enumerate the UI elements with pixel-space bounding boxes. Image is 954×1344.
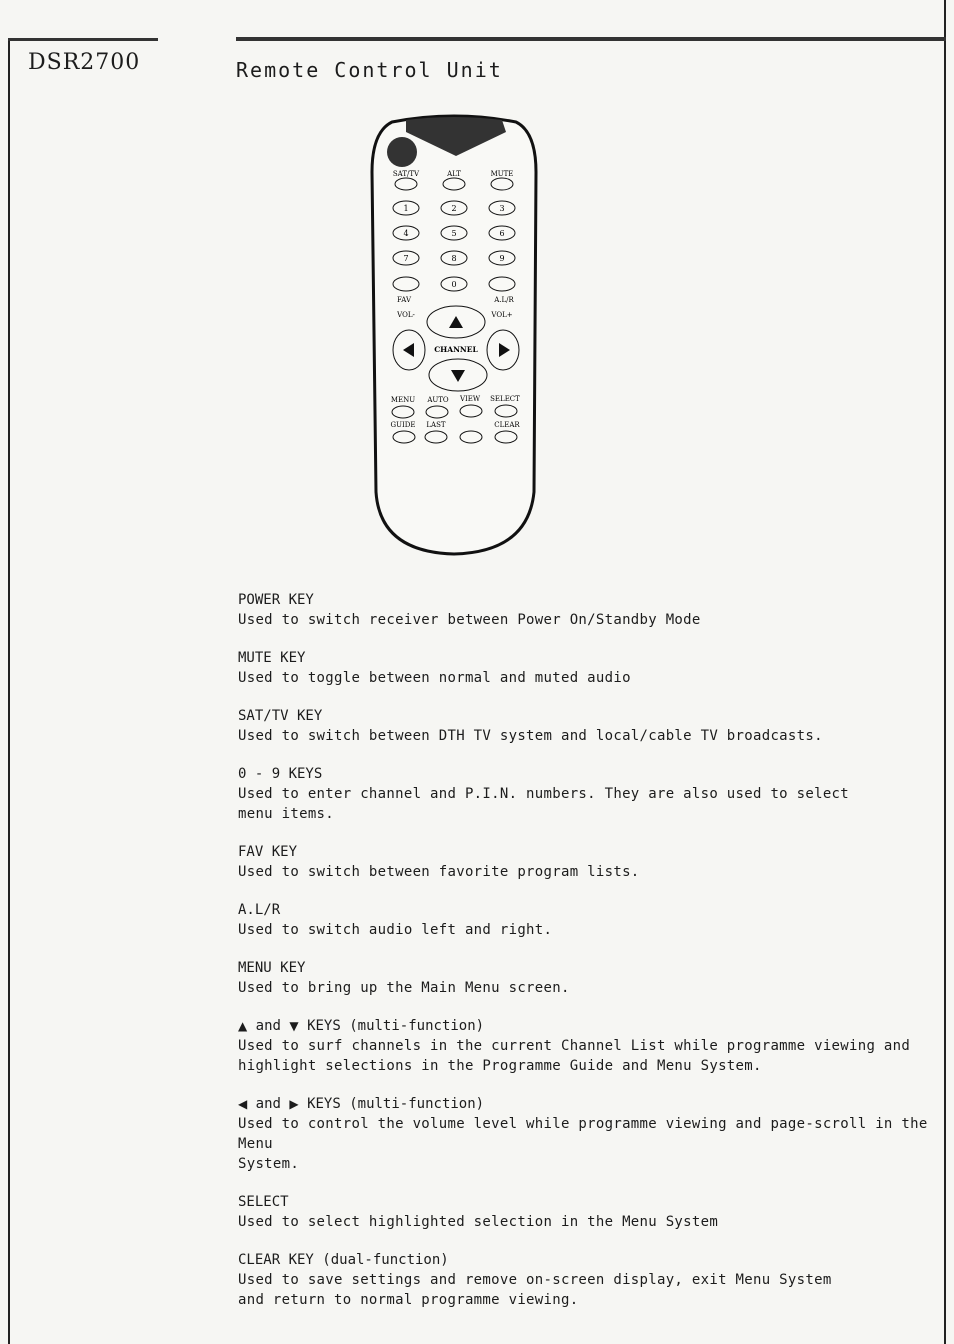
section-text: Used to switch between favorite program lists. — [238, 864, 640, 880]
clear-label: CLEAR — [494, 421, 520, 429]
digit-label: 3 — [499, 204, 505, 213]
digit-label: 6 — [499, 229, 505, 238]
section-title-suffix: KEYS (multi-function) — [307, 1018, 485, 1034]
digit-label: 1 — [403, 204, 409, 213]
view-label: VIEW — [459, 395, 481, 403]
vol-plus-label: VOL+ — [491, 311, 513, 319]
left-arrow-icon: ◀ — [238, 1097, 248, 1111]
auto-label: AUTO — [427, 396, 449, 404]
vol-minus-label: VOL- — [397, 311, 415, 319]
section-text: Used to switch receiver between Power On/Standby Mode — [238, 612, 701, 628]
section-title: and — [255, 1096, 281, 1112]
select-key-section — [238, 1192, 938, 1232]
mute-key-section — [238, 648, 938, 688]
header-rule-right — [236, 37, 946, 41]
fav-key-section — [238, 842, 938, 882]
model-number: DSR2700 — [28, 50, 141, 75]
digit-label: 7 — [403, 254, 409, 263]
frame-right-border — [944, 0, 946, 1344]
section-title: A.L/R — [238, 902, 281, 918]
menu-key-section — [238, 958, 938, 998]
section-title: FAV KEY — [238, 844, 298, 860]
section-text: Used to save settings and remove on-screen display, exit Menu System — [238, 1272, 832, 1288]
section-title: POWER KEY — [238, 592, 314, 608]
header-rule-left — [8, 38, 158, 41]
alr-label: A.L/R — [494, 296, 514, 304]
digit-label: 2 — [451, 204, 457, 213]
sat-tv-key-section — [238, 706, 938, 746]
section-title: 0 - 9 KEYS — [238, 766, 323, 782]
section-text: Used to control the volume level while programme viewing and page-scroll in the Menu — [238, 1116, 928, 1152]
section-title: and — [255, 1018, 281, 1034]
clear-key-section — [238, 1250, 938, 1310]
guide-label: GUIDE — [390, 421, 416, 429]
digit-label: 4 — [403, 229, 409, 238]
digit-label: 5 — [451, 229, 457, 238]
menu-label: MENU — [390, 396, 416, 404]
section-title: MUTE KEY — [238, 650, 306, 666]
section-title-row — [238, 1016, 938, 1036]
section-text: Used to select highlighted selection in the Menu System — [238, 1214, 719, 1230]
section-title: CLEAR KEY (dual-function) — [238, 1252, 449, 1268]
section-text: Used to toggle between normal and muted audio — [238, 670, 631, 686]
digit-label: 9 — [499, 254, 505, 263]
page-title: Remote Control Unit — [236, 58, 503, 82]
section-title-row — [238, 1094, 938, 1114]
section-text: Used to enter channel and P.I.N. numbers. They are also used to select — [238, 786, 850, 802]
last-label: LAST — [426, 421, 446, 429]
fav-label: FAV — [396, 296, 412, 304]
up-arrow-icon: ▲ — [238, 1019, 248, 1033]
section-text: Used to switch audio left and right. — [238, 922, 553, 938]
remote-control-illustration — [368, 112, 540, 562]
section-text: and return to normal programme viewing. — [238, 1292, 579, 1308]
section-title: SELECT — [238, 1194, 289, 1210]
section-title: MENU KEY — [238, 960, 306, 976]
left-right-keys-section — [238, 1094, 938, 1174]
digit-label: 8 — [451, 254, 457, 263]
digit-label: 0 — [451, 280, 457, 289]
right-arrow-icon: ▶ — [289, 1097, 299, 1111]
section-text: Used to surf channels in the current Channel List while programme viewing and — [238, 1038, 911, 1054]
channel-label: CHANNEL — [434, 345, 478, 354]
alr-key-section — [238, 900, 938, 940]
alt-label: ALT — [447, 170, 461, 178]
section-title: SAT/TV KEY — [238, 708, 323, 724]
section-text: System. — [238, 1156, 300, 1172]
section-title-suffix: KEYS (multi-function) — [307, 1096, 485, 1112]
up-down-keys-section — [238, 1016, 938, 1076]
section-text: highlight selections in the Programme Guide and Menu System. — [238, 1058, 762, 1074]
digit-keys-section — [238, 764, 938, 824]
frame-left-border — [8, 38, 10, 1344]
section-text: menu items. — [238, 806, 335, 822]
power-key-section — [238, 590, 938, 630]
section-text: Used to bring up the Main Menu screen. — [238, 980, 570, 996]
section-text: Used to switch between DTH TV system and local/cable TV broadcasts. — [238, 728, 823, 744]
mute-label: MUTE — [490, 170, 514, 178]
key-descriptions — [238, 590, 938, 1328]
down-arrow-icon: ▼ — [289, 1019, 299, 1033]
select-label: SELECT — [490, 395, 520, 403]
sat-tv-label: SAT/TV — [392, 170, 420, 178]
